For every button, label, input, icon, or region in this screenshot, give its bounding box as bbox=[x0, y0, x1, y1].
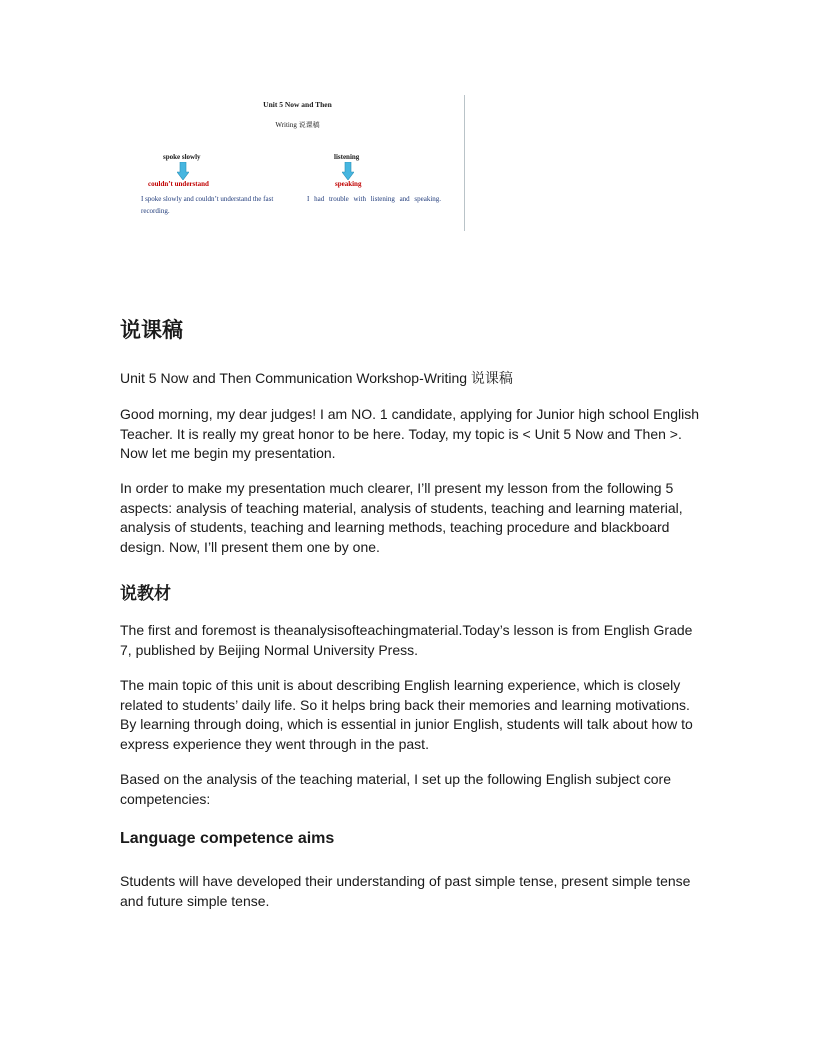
slide-left-result: couldn’t understand bbox=[148, 180, 209, 188]
paragraph-topic: The main topic of this unit is about describing English learning experience, which is closely related to students’ daily life. So it helps bring back their memories and learning motivations. By learning through doing, which is essential in junior English, students will talk about how to express experience they went through in the past. bbox=[120, 677, 693, 752]
slide-subtitle: Writing 说课稿 bbox=[275, 121, 320, 129]
paragraph-competencies: Based on the analysis of the teaching material, I set up the following English subject core competencies: bbox=[120, 771, 671, 807]
down-arrow-icon bbox=[177, 162, 189, 180]
slide-divider bbox=[464, 95, 465, 231]
subheading-language-aims: Language competence aims bbox=[120, 830, 335, 847]
paragraph-outline: In order to make my presentation much clearer, I’ll present my lesson from the following 5 aspects: analysis of teaching material, analysis of students, teaching and learning material, analysis of students, teaching and learning methods, teaching procedure and blackboard design. Now, I’ll present them one by one. bbox=[120, 480, 683, 555]
slide-left-keyword: spoke slowly bbox=[163, 153, 201, 161]
slide-title: Unit 5 Now and Then bbox=[263, 100, 332, 109]
paragraph-material: The first and foremost is theanalysisofteachingmaterial.Today’s lesson is from English Grade 7, published by Beijing Normal University Press. bbox=[120, 622, 693, 658]
intro-line: Unit 5 Now and Then Communication Workshop-Writing 说课稿 bbox=[120, 370, 513, 386]
slide-image bbox=[135, 95, 465, 231]
section-heading-material: 说教材 bbox=[120, 584, 171, 604]
down-arrow-icon bbox=[342, 162, 354, 180]
slide-right-keyword: listening bbox=[334, 153, 360, 161]
paragraph-greeting: Good morning, my dear judges! I am NO. 1 candidate, applying for Junior high school English Teacher. It is really my great honor to be here. Today, my topic is < Unit 5 Now and Then >. Now let me begin my presentation. bbox=[120, 406, 699, 461]
slide-left-sentence: I spoke slowly and couldn’t understand the fast recording. bbox=[141, 195, 274, 215]
slide-right-result: speaking bbox=[335, 180, 362, 188]
document-title: 说课稿 bbox=[120, 318, 183, 342]
paragraph-language-aims: Students will have developed their understanding of past simple tense, present simple tense and future simple tense. bbox=[120, 873, 691, 909]
slide-right-sentence: I had trouble with listening and speaking. bbox=[307, 195, 442, 203]
